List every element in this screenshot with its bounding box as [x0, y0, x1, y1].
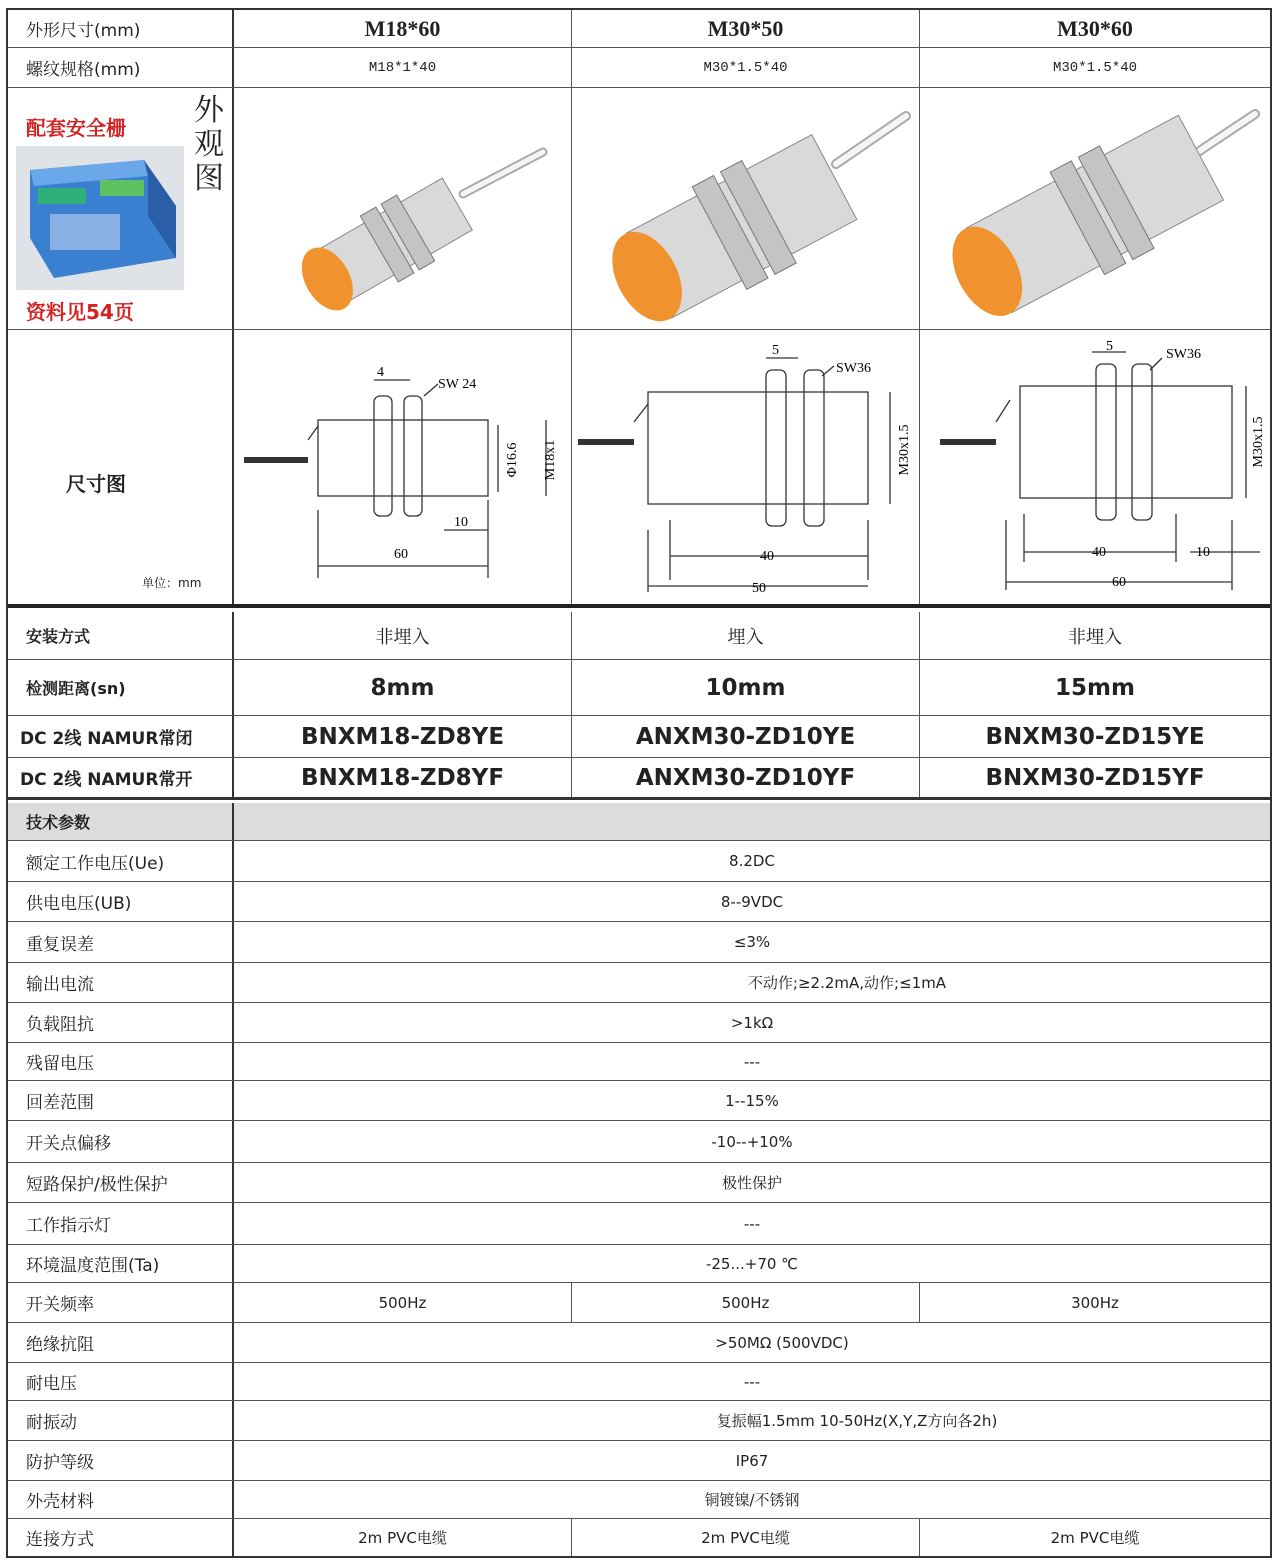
spec-row — [8, 963, 1270, 1003]
spec-value: 2m PVC电缆 — [1050, 1529, 1140, 1547]
spec-sheet — [6, 8, 1272, 1558]
m30-50-nut-width: 5 — [772, 343, 779, 358]
dimension-label: 尺寸图 — [66, 472, 126, 496]
m30-50-body: 40 — [760, 549, 774, 564]
spec-value: IP67 — [735, 1451, 769, 1470]
sensor-m30-50-svg — [576, 94, 916, 324]
model-label: DC 2线 NAMUR常闭 — [8, 716, 234, 757]
appearance-label-cell — [8, 88, 234, 329]
model-row-distance — [8, 660, 1270, 716]
spec-value: 2m PVC电缆 — [234, 1519, 572, 1556]
spec-label: 开关频率 — [8, 1283, 234, 1322]
model-row-nc — [8, 716, 1270, 758]
thread-col-1: M18*1*40 — [234, 48, 572, 87]
spec-value: 500Hz — [572, 1283, 920, 1322]
distance-col-3: 15mm — [1055, 674, 1135, 701]
header-label: 外形尺寸(mm) — [8, 10, 234, 47]
spec-label: 开关点偏移 — [8, 1121, 234, 1162]
sensor-m18-svg — [238, 94, 568, 324]
distance-col-2: 10mm — [572, 660, 920, 715]
m18-tail: 10 — [454, 515, 468, 530]
dimension-drawing-m30-50 — [572, 330, 920, 604]
spec-label: 连接方式 — [8, 1519, 234, 1556]
m30-60-body: 40 — [1092, 545, 1106, 560]
sensor-m30-60-svg — [925, 94, 1265, 324]
spec-row — [8, 1245, 1270, 1283]
header-row-size — [8, 10, 1270, 48]
spec-row — [8, 1519, 1270, 1556]
appearance-vertical-label: 外观图 — [194, 94, 224, 195]
drawing-m30-60-svg — [920, 330, 1270, 606]
dimension-row — [8, 330, 1270, 608]
spec-label: 外壳材料 — [8, 1481, 234, 1518]
dimension-drawing-m18 — [234, 330, 572, 604]
install-col-1: 非埋入 — [234, 612, 572, 659]
safety-barrier-image — [16, 146, 184, 290]
model-label: DC 2线 NAMUR常开 — [8, 758, 234, 797]
spec-row — [8, 1363, 1270, 1401]
model-row-no — [8, 758, 1270, 800]
nc-col-1: BNXM18-ZD8YE — [234, 716, 572, 757]
spec-row — [8, 841, 1270, 882]
spec-value: ≤3% — [733, 933, 771, 951]
m18-thread: M18x1 — [543, 439, 558, 481]
header-row-thread — [8, 48, 1270, 88]
spec-label: 额定工作电压(Ue) — [8, 841, 234, 881]
m18-total: 60 — [394, 547, 408, 562]
m30-60-tail: 10 — [1196, 545, 1210, 560]
model-label: 安装方式 — [8, 612, 234, 659]
spec-row — [8, 1203, 1270, 1245]
spec-label: 供电电压(UB) — [8, 882, 234, 921]
m30-60-sw: SW36 — [1166, 347, 1201, 362]
specs-title-row — [8, 803, 1270, 841]
spec-row — [8, 1323, 1270, 1363]
spec-label: 工作指示灯 — [8, 1203, 234, 1244]
m30-50-thread: M30x1.5 — [897, 424, 912, 476]
spec-value: 1--15% — [725, 1091, 779, 1110]
specs-title: 技术参数 — [8, 803, 234, 840]
spec-label: 输出电流 — [8, 963, 234, 1002]
spec-value: 2m PVC电缆 — [572, 1519, 920, 1556]
m30-60-total: 60 — [1112, 575, 1126, 590]
sensor-image-m30-50 — [572, 88, 920, 329]
spec-row — [8, 1081, 1270, 1121]
no-col-2: ANXM30-ZD10YF — [572, 758, 920, 797]
spec-row — [8, 1003, 1270, 1043]
nc-col-3: BNXM30-ZD15YE — [985, 723, 1205, 750]
drawing-m30-50-svg — [572, 330, 920, 606]
m30-50-sw: SW36 — [836, 361, 871, 376]
spec-label: 重复误差 — [8, 922, 234, 962]
spec-value: -25...+70 ℃ — [705, 1254, 799, 1273]
spec-label: 防护等级 — [8, 1441, 234, 1480]
m30-60-nut-width: 5 — [1106, 339, 1113, 354]
m18-diameter: Φ16.6 — [505, 442, 520, 478]
m30-60-thread: M30x1.5 — [1251, 416, 1266, 468]
spec-label: 环境温度范围(Ta) — [8, 1245, 234, 1282]
spec-value: 复振幅1.5mm 10-50Hz(X,Y,Z方向各2h) — [716, 1412, 998, 1430]
install-col-2: 埋入 — [572, 612, 920, 659]
install-col-3: 非埋入 — [1068, 626, 1122, 648]
spec-row — [8, 882, 1270, 922]
size-col-3: M30*60 — [1057, 15, 1133, 41]
spec-value: >1kΩ — [730, 1013, 774, 1032]
appearance-row — [8, 88, 1270, 330]
dimension-drawing-m30-60 — [920, 330, 1270, 604]
spec-label: 残留电压 — [8, 1043, 234, 1080]
spec-label: 耐振动 — [8, 1401, 234, 1440]
size-col-2: M30*50 — [572, 10, 920, 47]
no-col-3: BNXM30-ZD15YF — [985, 764, 1205, 791]
spec-row — [8, 1043, 1270, 1081]
spec-value: 铜镀镍/不锈钢 — [704, 1491, 800, 1509]
spec-label: 耐电压 — [8, 1363, 234, 1400]
spec-value: -10--+10% — [711, 1132, 793, 1151]
spec-row — [8, 1283, 1270, 1323]
spec-label: 负载阻抗 — [8, 1003, 234, 1042]
m30-50-total: 50 — [752, 581, 766, 596]
spec-row — [8, 1441, 1270, 1481]
spec-row — [8, 922, 1270, 963]
promo-top-text: 配套安全栅 — [26, 116, 126, 140]
m18-nut-width: 4 — [377, 365, 384, 380]
spec-label: 绝缘抗阻 — [8, 1323, 234, 1362]
model-row-install — [8, 612, 1270, 660]
dimension-label-cell — [8, 330, 234, 604]
model-label: 检测距离(sn) — [8, 660, 234, 715]
spec-row — [8, 1121, 1270, 1163]
size-col-1: M18*60 — [234, 10, 572, 47]
sensor-image-m18 — [234, 88, 572, 329]
spec-value: 300Hz — [1071, 1293, 1119, 1312]
distance-col-1: 8mm — [234, 660, 572, 715]
promo-bottom-text: 资料见54页 — [26, 300, 134, 324]
spec-label: 回差范围 — [8, 1081, 234, 1120]
spec-value: 8--9VDC — [720, 892, 784, 911]
header-label: 螺纹规格(mm) — [8, 48, 234, 87]
spec-value: --- — [743, 1372, 761, 1391]
spec-value: --- — [743, 1214, 761, 1233]
spec-value: >50MΩ (500VDC) — [715, 1333, 849, 1352]
thread-col-2: M30*1.5*40 — [572, 48, 920, 87]
spec-row — [8, 1163, 1270, 1203]
spec-row — [8, 1401, 1270, 1441]
sensor-image-m30-60 — [920, 88, 1270, 329]
unit-label: 单位：mm — [142, 576, 202, 590]
spec-label: 短路保护/极性保护 — [8, 1163, 234, 1202]
thread-col-3: M30*1.5*40 — [1052, 59, 1137, 76]
nc-col-2: ANXM30-ZD10YE — [572, 716, 920, 757]
spec-value: --- — [743, 1052, 761, 1071]
spec-row — [8, 1481, 1270, 1519]
drawing-m18-svg — [234, 330, 572, 606]
spec-value: 极性保护 — [721, 1174, 782, 1192]
m18-sw: SW 24 — [438, 377, 477, 392]
spec-value: 不动作;≥2.2mA,动作;≤1mA — [747, 974, 947, 992]
spec-value: 8.2DC — [729, 852, 775, 870]
no-col-1: BNXM18-ZD8YF — [234, 758, 572, 797]
spec-value: 500Hz — [234, 1283, 572, 1322]
